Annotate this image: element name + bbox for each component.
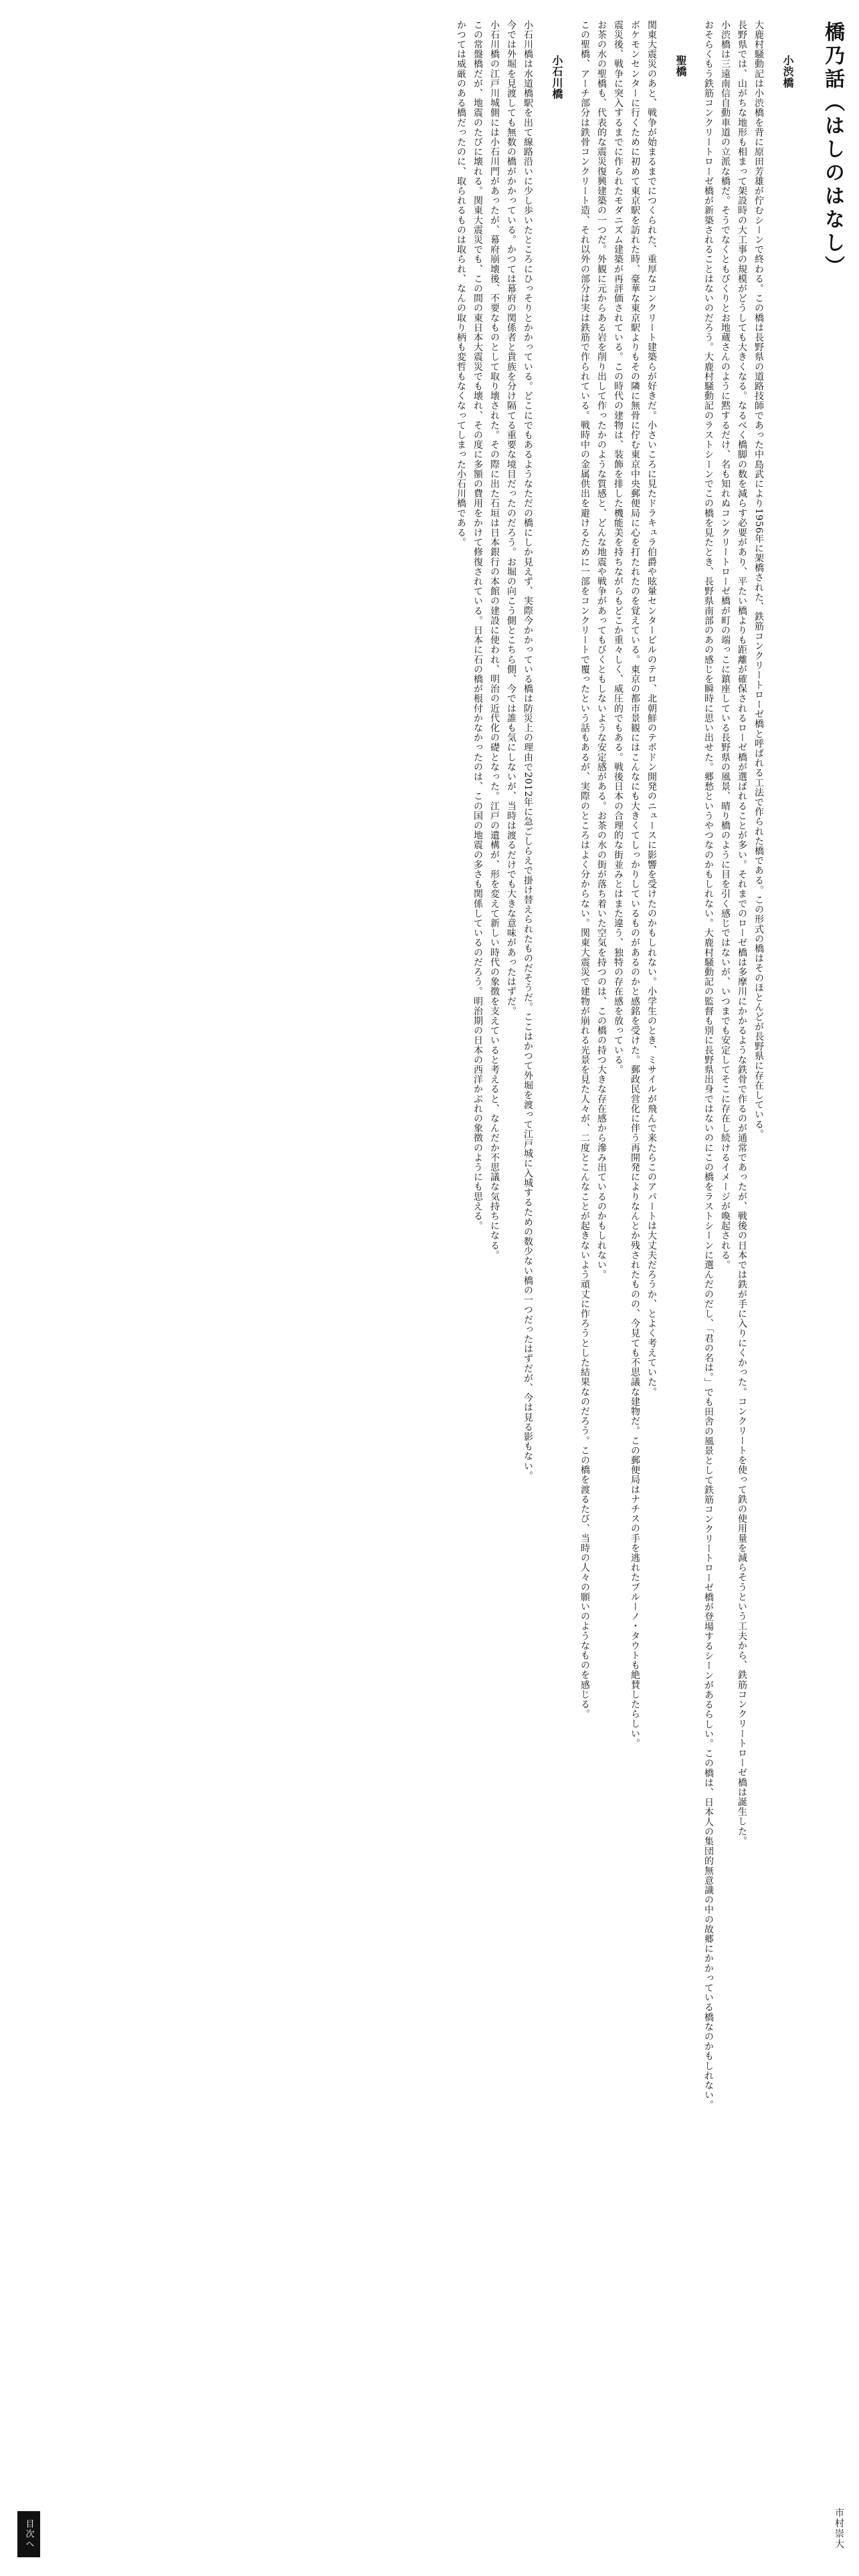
article-title: 橋乃話（はしのはなし） [821,21,844,279]
paragraph: 小石川橋は水道橋駅を出て線路沿いに少し歩いたところにひっそりとかかっている。どこにでもあるようなただの橋にしか見えず、実際今かかっている橋は防災上の理由で2012年に急ごしらえで掛け替えられたものだそうだ。ここはかつて外堀を渡って江戸城に入城するための数少ない橋の一つだったはずだが、今は見る影もない。 [522,20,533,1481]
section-heading-hijiribashi: 聖橋 [674,55,687,78]
paragraph: おそらくもう鉄筋コンクリートローゼ橋が新築されることはないのだろう。大鹿村騒動記のラストシーンでこの橋を見たとき、長野県南部のあの感じを瞬時に思い出せた。郷愁というやつなのかもしれない。大鹿村騒動記の監督も別に長野県出身ではないのにこの橋をラストシーンに選んだのだし、「君の名は。」でも田舎の風景として鉄筋コンクリートローゼ橋が登場するシーンがあるらしい。この橋は、日本人の集団的無意識の中の故郷にかかっている橋なのかもしれない。 [703,20,714,2110]
paragraph: 大鹿村騒動記は小渋橋を背に原田芳雄が佇むシーンで終わる。この橋は長野県の道路技師であった中島武により1956年に架橋された、鉄筋コンクリートローゼ橋と呼ばれる工法で作られた橋である。この形式の橋はそのほとんどが長野県に存在している。 [753,20,764,1140]
table-of-contents-button[interactable]: 目次へ [17,2511,40,2557]
paragraph: 小渋橋は三遠南信自動車道の立派な橋だ。そうでなくともびくりとお地蔵さんのように黙するだけ、名も知れぬコンクリートローゼ橋が町の端っこに鎮座している長野県の風景、晴り橋のように目を引く感じではないが、いつまでも安定してそこに存在し続けるイメージが喚起される。 [720,20,731,1270]
author-name: 市村崇大 [834,2508,844,2549]
article-body [452,20,846,2401]
section-heading-koshibu: 小渋橋 [781,55,794,88]
paragraph: 関東大震災のあと、戦争が始まるまでにつくられた、重厚なコンクリート建築らが好きだ。小さいころに見たドラキュラ伯爵や眩暈センタービルのテロ、北朝鮮のテポドン開発のニュースに影響を受けたのかもしれない。小学生のとき、ミサイルが飛んで来たらこのアパートは大丈夫だろうか、とよく考えていた。 [646,20,657,1397]
paragraph: この常盤橋だが、地震のたびに壊れる。関東大震災でも、この間の東日本大震災でも壊れ、その度に多額の費用をかけて修復されている。日本に石の橋が根付かなかったのは、この国の地震の多さも関係しているのだろう。明治期の日本の西洋かぶれの象徴のようにも思える。 [472,20,483,1231]
paragraph: この聖橋、アーチ部分は鉄骨コンクリート造、それ以外の部分は実は鉄筋で作られている。戦時中の金属供出を避けるために一部をコンクリートで覆ったという話もあるが、実際のところはよく分からない。関東大震災で建物が崩れる光景を見た人々が、二度とこんなことが起きないよう頑丈に作ろうとした結果なのだろう。この橋を渡るたび、当時の人々の願いのようなものを感じる。 [579,20,590,1719]
paragraph: かつては威厳のある橋だったのに、取られるものは取られ、なんの取り柄も変哲もなくなってしまった小石川橋である。 [456,20,466,548]
paragraph: ボケモンセンターに行くために初めて東京駅を訪れた時、豪華な東京駅よりもその隣に無骨に佇む東京中央郵便局に心を打たれたのを覚えている。東京の都市景観にはこんなにも大きくてしっかりしているものがあるのかと感銘を受けた。郵政民営化に伴う再開発によりなんとか残されたものの、今見ても不思議な建物だ。この郵便局はナチスの手を逃れたブルーノ・タウトも絶賛したらしい。 [630,20,640,1749]
paragraph: 長野県では、山がちな地形も相まって架設時の大工事の規模がどうしても大きくなる。なるべく橋脚の数を減らす必要があり、平たい橋よりも距離が確保されるローゼ橋が選ばれることが多い。それまでのローゼ橋は多摩川にかかるような鉄骨で作るのが通常であったが、戦後の日本では鉄が手に入りにくかった。コンクリートを使って鉄の使用量を減らそうという工夫から、鉄筋コンクリートローゼ橋は誕生した。 [737,20,747,1846]
paragraph: お茶の水の聖橋も、代表的な震災復興建築の一つだ。外観に元からある岩を削り出して作ったかのような質感と、どんな地震や戦争があってもびくともしないような安定感がある。お茶の水の街が落ち着いた空気を持つのは、この橋の持つ大きな存在感から滲み出ているのかもしれない。 [596,20,607,1280]
section-heading-koishikawa: 小石川橋 [551,55,563,100]
paragraph: 小石川橋の江戸川城側には小石川門があったが、幕府崩壊後、不要なものとして取り壊された。その際に出た石垣は日本銀行の本館の建設に使われ、明治の近代化の礎となった。江戸の遺構が、形を変えて新しい時代の象徴を支えていると考えると、なんだか不思議な気持ちになる。 [489,20,500,1261]
paragraph: 今では外堀を見渡しても無数の橋がかかっている。かつては幕府の関係者と貴族を分け隔てる重要な境目だったのだろう。お堀の向こう側とこちら側、今では誰も気にしないが、当時は渡るだけでも大きな意味があったはずだ。 [506,20,516,1016]
paragraph: 震災後、戦争に突入するまでに作られたモダニズム建築が再評価されている。この時代の建物は、装飾を排した機能美を持ちながらもどこか重々しく、威圧的でもある。戦後日本の合理的な街並みとはまた違う、独特の存在感を放っている。 [613,20,624,1075]
